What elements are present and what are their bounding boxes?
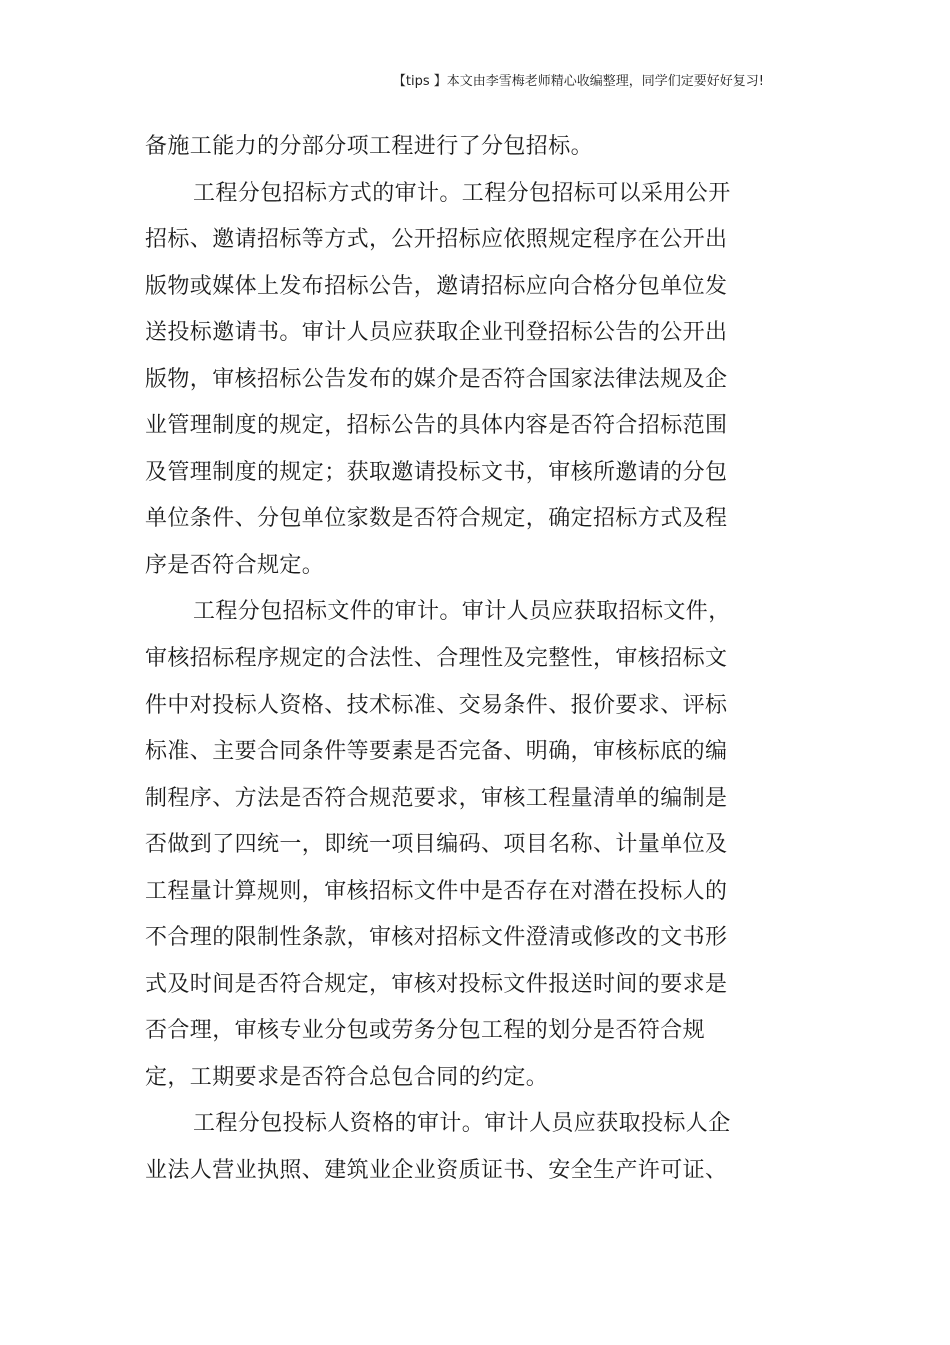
text-line: 及管理制度的规定；获取邀请投标文书，审核所邀请的分包 [145, 459, 728, 485]
text-line: 业管理制度的规定，招标公告的具体内容是否符合招标范围 [145, 413, 728, 439]
text-line: 招标、邀请招标等方式，公开招标应依照规定程序在公开出 [145, 227, 728, 253]
text-line: 标准、主要合同条件等要素是否完备、明确，审核标底的编 [145, 739, 728, 765]
paragraph-first-line: 工程分包投标人资格的审计。审计人员应获取投标人企 [193, 1111, 731, 1137]
text-line: 件中对投标人资格、技术标准、交易条件、报价要求、评标 [145, 692, 728, 718]
text-line: 单位条件、分包单位家数是否符合规定，确定招标方式及程 [145, 506, 728, 532]
text-line: 审核招标程序规定的合法性、合理性及完整性，审核招标文 [145, 646, 728, 672]
text-line: 否合理，审核专业分包或劳务分包工程的划分是否符合规 [145, 1018, 706, 1044]
paragraph-first-line: 工程分包招标方式的审计。工程分包招标可以采用公开 [193, 180, 731, 206]
text-line: 式及时间是否符合规定，审核对投标文件报送时间的要求是 [145, 971, 728, 997]
text-line: 定，工期要求是否符合总包合同的约定。 [145, 1064, 549, 1090]
text-line: 工程量计算规则，审核招标文件中是否存在对潜在投标人的 [145, 878, 728, 904]
text-line: 版物或媒体上发布招标公告，邀请招标应向合格分包单位发 [145, 273, 728, 299]
text-line: 序是否符合规定。 [145, 552, 325, 578]
text-line: 版物，审核招标公告发布的媒介是否符合国家法律法规及企 [145, 366, 728, 392]
document-body [145, 124, 745, 1195]
text-line: 制程序、方法是否符合规范要求，审核工程量清单的编制是 [145, 785, 728, 811]
header-tips-note: 【tips 】本文由李雪梅老师精心收编整理，同学们定要好好复习! [392, 74, 764, 89]
paragraph-first-line: 工程分包招标文件的审计。审计人员应获取招标文件， [193, 599, 731, 625]
text-line: 送投标邀请书。审计人员应获取企业刊登招标公告的公开出 [145, 320, 728, 346]
text-line: 业法人营业执照、建筑业企业资质证书、安全生产许可证、 [145, 1158, 728, 1184]
text-line: 不合理的限制性条款，审核对招标文件澄清或修改的文书形 [145, 925, 728, 951]
text-line: 备施工能力的分部分项工程进行了分包招标。 [145, 134, 594, 159]
text-line: 否做到了四统一，即统一项目编码、项目名称、计量单位及 [145, 832, 728, 858]
